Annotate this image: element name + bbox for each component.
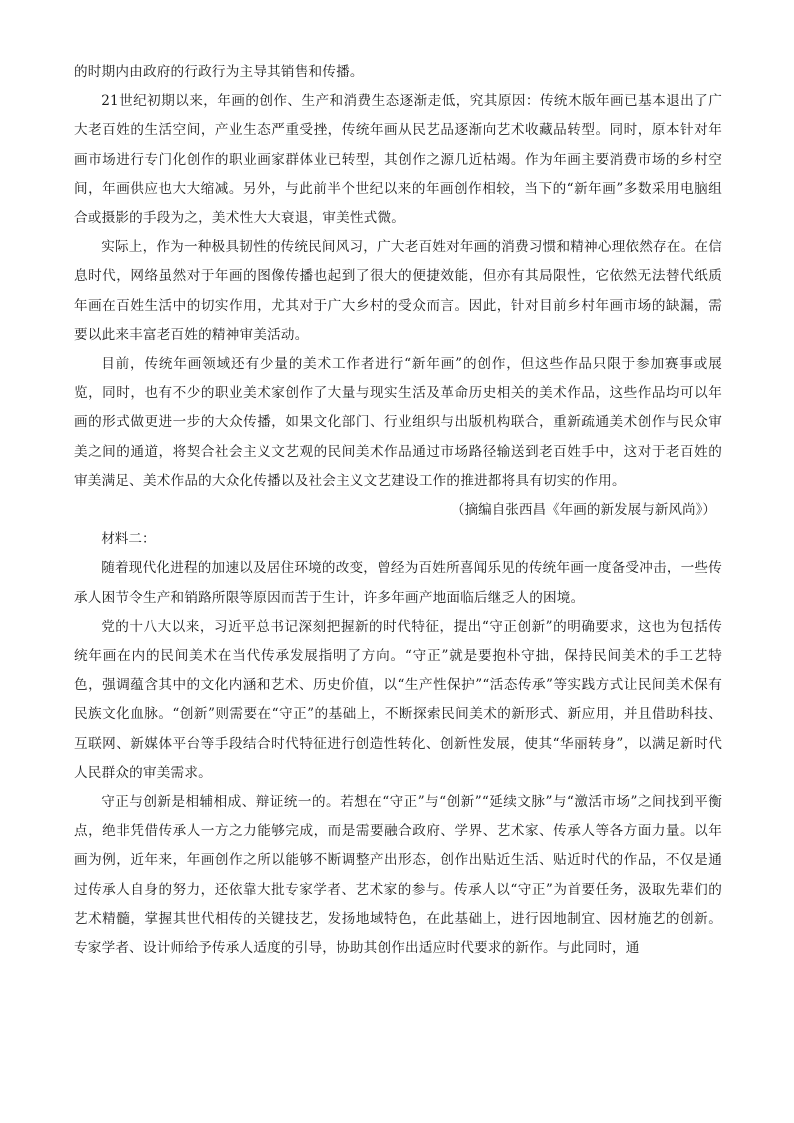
paragraph-consumption-habits: 实际上，作为一种极具韧性的传统民间风习，广大老百姓对年画的消费习惯和精神心理依然存在。在信息时代，网络虽然对于年画的图像传播也起到了很大的便捷效能，但亦有其局限性，它依然无法替代纸质年画在百姓生活中的切实作用，尤其对于广大乡村的受众而言。因此，针对目前乡村年画市场的缺漏，需要以此来丰富老百姓的精神审美活动。 bbox=[74, 239, 722, 343]
paragraph-continuation: 的时期内由政府的行政行为主导其销售和传播。 bbox=[74, 64, 364, 80]
source-citation: （摘编自张西昌《年画的新发展与新风尚》） bbox=[450, 502, 716, 519]
paragraph-modernization-impact: 随着现代化进程的加速以及居住环境的改变，曾经为百姓所喜闻乐见的传统年画一度备受冲击，一些传承人困节令生产和销路所限等原因而苦于生计，许多年画产地面临后继乏人的困境。 bbox=[74, 560, 722, 606]
paragraph-new-nianhua-creation: 目前，传统年画领域还有少量的美术工作者进行“新年画”的创作，但这些作品只限于参加赛事或展览，同时，也有不少的职业美术家创作了大量与现实生活及革命历史相关的美术作品，这些作品均可以年画的形式做更进一步的大众传播，如果文化部门、行业组织与出版机构联合，重新疏通美术创作与民众审美之间的通道，将契合社会主义文艺观的民间美术作品通过市场路径输送到老百姓手中，这对于老百姓的审美满足、美术作品的大众化传播以及社会主义文艺建设工作的推进都将具有切实的作用。 bbox=[74, 356, 722, 489]
paragraph-ecology-decline: 21世纪初期以来，年画的创作、生产和消费生态逐渐走低，究其原因：传统木版年画已基本退出了广大老百姓的生活空间，产业生态严重受挫，传统年画从民艺品逐渐向艺术收藏品转型。同时，原本针对年画市场进行专门化创作的职业画家群体业已转型，其创作之源几近枯竭。作为年画主要消费市场的乡村空间，年画供应也大大缩减。另外，与此前半个世纪以来的年画创作相较，当下的“新年画”多数采用电脑组合或摄影的手段为之，美术性大大衰退，审美性式微。 bbox=[74, 93, 722, 227]
paragraph-balance-forces: 守正与创新是相辅相成、辩证统一的。若想在“守正”与“创新”“延续文脉”与“激活市场”之间找到平衡点，绝非凭借传承人一方之力能够完成，而是需要融合政府、学界、艺术家、传承人等各方面力量。以年画为例，近年来，年画创作之所以能够不断调整产出形态，创作出贴近生活、贴近时代的作品，不仅是通过传承人自身的努力，还依靠大批专家学者、艺术家的参与。传承人以“守正”为首要任务，汲取先辈们的艺术精髓，掌握其世代相传的关键技艺，发扬地域特色，在此基础上，进行因地制宜、因材施艺的创新。专家学者、设计师给予传承人适度的引导，协助其创作出适应时代要求的新作。与此同时，通 bbox=[74, 794, 722, 957]
paragraph-shouzheng-chuangxin: 党的十八大以来，习近平总书记深刻把握新的时代特征，提出“守正创新”的明确要求，这也为包括传统年画在内的民间美术在当代传承发展指明了方向。“守正”就是要抱朴守拙，保持民间美术的手工艺特色，强调蕴含其中的文化内涵和艺术、历史价值，以“生产性保护”“活态传承”等实践方式让民间美术保有民族文化血脉。“创新”则需要在“守正”的基础上，不断探索民间美术的新形式、新应用，并且借助科技、互联网、新媒体平台等手段结合时代特征进行创造性转化、创新性发展，使其“华丽转身”，以满足新时代人民群众的审美需求。 bbox=[74, 618, 722, 781]
material-two-heading: 材料二： bbox=[101, 531, 156, 548]
